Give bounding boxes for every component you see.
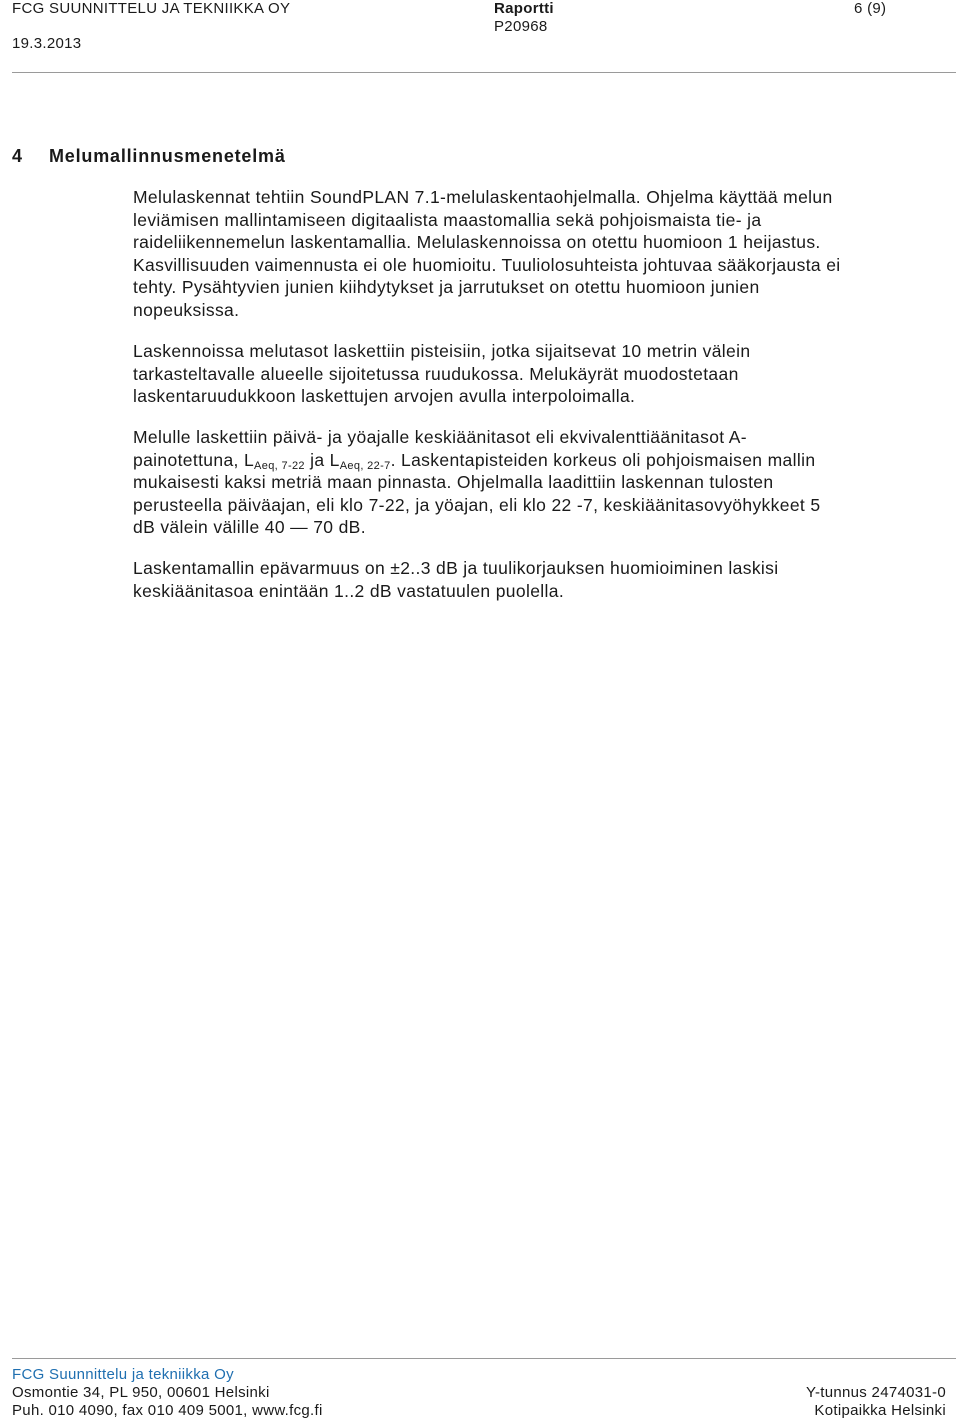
paragraph-line: Melulle laskettiin päivä- ja yöajalle keskiäänitasot eli ekvivalenttiäänitasot A-: [133, 427, 747, 447]
header-page-number: 6 (9): [854, 0, 887, 17]
paragraph-line: tehty. Pysähtyvien junien kiihdytykset ja jarrutukset on otettu huomioon junien: [133, 277, 760, 298]
text-fragment: ja L: [304, 449, 340, 470]
text-fragment: . Laskentapisteiden korkeus oli pohjoismaisen mallin: [390, 449, 816, 470]
paragraph-line: mukaisesti kaksi metriä maan pinnasta. Ohjelmalla laadittiin laskennan tulosten: [133, 472, 774, 493]
header-date: 19.3.2013: [12, 35, 82, 52]
paragraph-line: keskiäänitasoa enintään 1..2 dB vastatuulen puolella.: [133, 580, 565, 601]
footer-domicile: Kotipaikka Helsinki: [814, 1402, 946, 1419]
text-fragment: painotettuna, L: [133, 449, 255, 470]
section-heading: [12, 146, 286, 167]
paragraph-line-with-subscripts: [133, 449, 948, 472]
paragraph-line: Laskentamallin epävarmuus on ±2..3 dB ja tuulikorjauksen huomioiminen laskisi: [133, 558, 779, 578]
paragraph-uncertainty: [133, 557, 948, 602]
header-company: FCG SUUNNITTELU JA TEKNIIKKA OY: [12, 0, 291, 17]
laeq-night-subscript: Aeq, 22-7: [339, 459, 391, 472]
paragraph-method: [133, 186, 948, 322]
footer-contact: Puh. 010 4090, fax 010 409 5001, www.fcg.fi: [12, 1402, 323, 1419]
section-number: 4: [12, 146, 23, 166]
paragraph-line: Melulaskennat tehtiin SoundPLAN 7.1-melulaskentaohjelmalla. Ohjelma käyttää melun: [133, 187, 833, 207]
footer-business-id: Y-tunnus 2474031-0: [806, 1384, 946, 1401]
paragraph-levels: [133, 426, 948, 539]
paragraph-line: tarkasteltavalle alueelle sijoitetussa ruudukossa. Melukäyrät muodostetaan: [133, 363, 739, 384]
paragraph-line: raideliikennemelun laskentamallia. Melulaskennoissa on otettu huomioon 1 heijastus.: [133, 232, 821, 253]
footer-company: FCG Suunnittelu ja tekniikka Oy: [12, 1366, 234, 1383]
paragraph-line: leviämisen mallintamiseen digitaalista maastomallia sekä pohjoismaista tie- ja: [133, 209, 762, 230]
footer-address: Osmontie 34, PL 950, 00601 Helsinki: [12, 1384, 270, 1401]
header-doc-type: Raportti: [494, 0, 554, 17]
laeq-day-subscript: Aeq, 7-22: [254, 459, 305, 472]
paragraph-line: perusteella päiväajan, eli klo 7-22, ja yöajan, eli klo 22 -7, keskiäänitasovyöhykkeet 5: [133, 494, 821, 515]
footer-divider: [12, 1358, 956, 1359]
paragraph-line: nopeuksissa.: [133, 299, 240, 320]
section-title: Melumallinnusmenetelmä: [49, 146, 286, 166]
paragraph-line: dB välein välille 40 — 70 dB.: [133, 517, 366, 538]
paragraph-grid: [133, 340, 948, 408]
paragraph-line: Kasvillisuuden vaimennusta ei ole huomioitu. Tuuliolosuhteista johtuvaa sääkorjausta ei: [133, 254, 841, 275]
header-divider: [12, 72, 956, 73]
paragraph-line: laskentaruudukkoon laskettujen arvojen avulla interpoloimalla.: [133, 386, 636, 407]
header-doc-number: P20968: [494, 18, 548, 35]
paragraph-line: Laskennoissa melutasot laskettiin pisteisiin, jotka sijaitsevat 10 metrin välein: [133, 341, 751, 361]
